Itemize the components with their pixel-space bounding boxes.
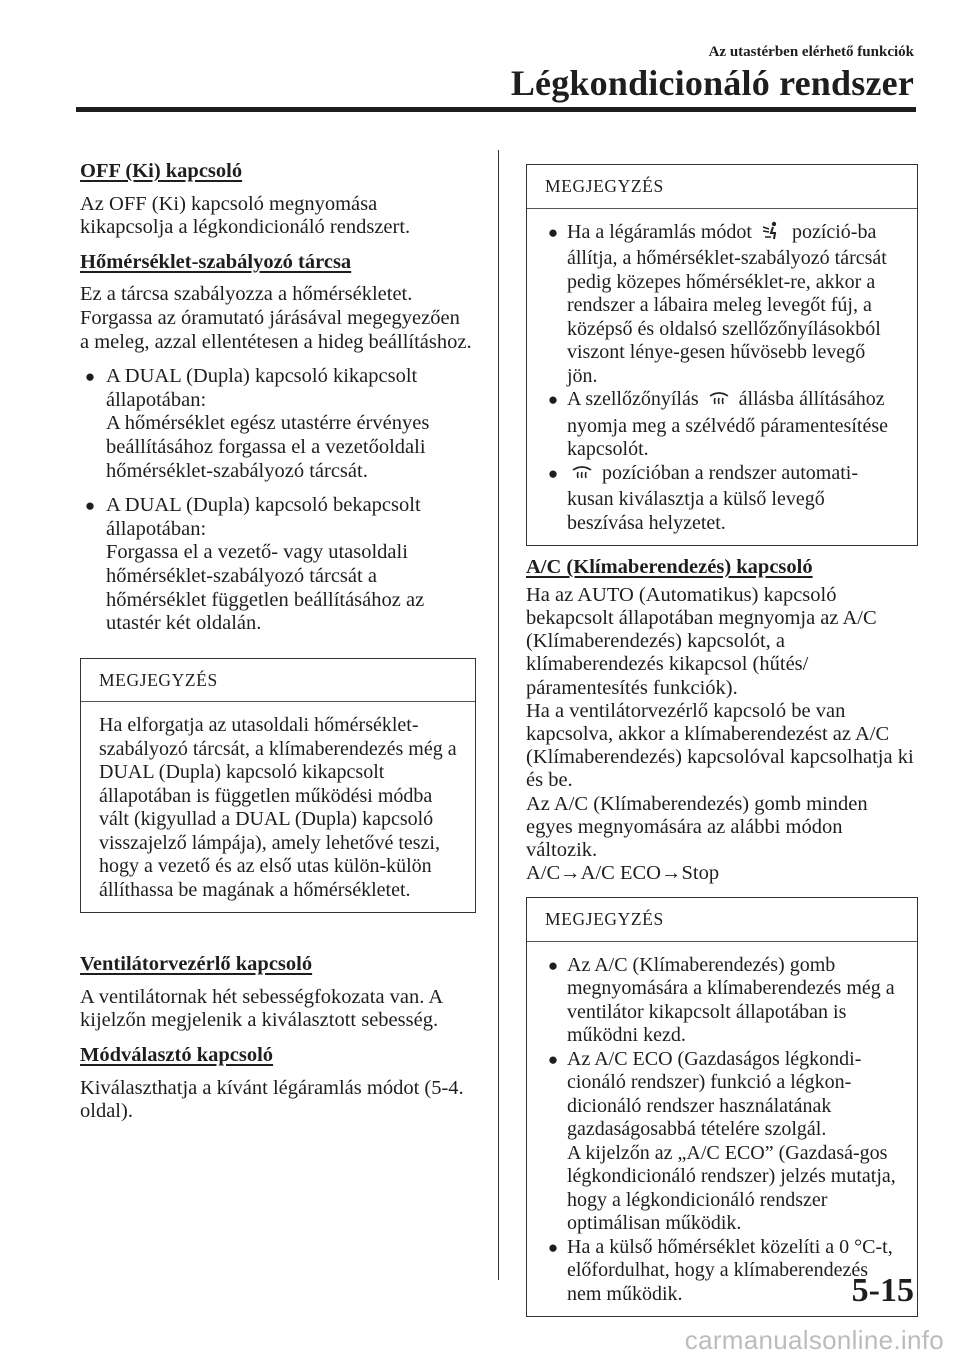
column-divider xyxy=(498,150,499,1280)
left-column xyxy=(80,160,472,1135)
fan-switch-text: A ventilátornak hét sebességfokozata van. A kijelzőn megjelenik a kiválasztott sebesség. xyxy=(80,985,443,1032)
bullet-icon: ● xyxy=(547,390,559,410)
off-switch-heading: OFF (Ki) kapcsoló xyxy=(80,160,243,182)
bilevel-airflow-icon xyxy=(761,221,783,248)
section-title: Az utastérben elérhető funkciók xyxy=(708,44,914,60)
ac-switch-text: Ha az AUTO (Automatikus) kapcsoló bekapcsolt állapotában megnyomja az A/C (Klímaberendezés) kapcsolót, a klímaberendezés kikapcsol (hűtés/ páramentesítés funkciók). Ha a ventilátorvezérlő kapcsoló be van kapcsolva, akkor a klímaberendezést az A/C (Klímaberendezés) kapcsolóval kapcsolhatja ki és be. Az A/C (Klímaberendezés) gomb minden egyes megnyomására az alábbi módon változik. A/C→A/C ECO→Stop xyxy=(526,583,914,885)
list-item: ● Az A/C ECO (Gazdaságos légkondi-cionáló rendszer) funkció a légkon-dicionáló rendszer használatának gazdaságosabbá tételére szolgál. A kijelzőn az „A/C ECO” (Gazdasá-gos légkondicionáló rendszer) jelzés mutatja, hogy a légkondicionáló rendszer optimálisan működik. xyxy=(545,1048,899,1236)
bullet-icon: ● xyxy=(547,1237,559,1257)
note-box xyxy=(526,897,918,1317)
off-switch-text: Az OFF (Ki) kapcsoló megnyomása kikapcsolja a légkondicionáló rendszert. xyxy=(80,192,411,239)
list-item: ● Az A/C (Klímaberendezés) gomb megnyomására a klímaberendezés még a ventilátor kikapcsolt állapotában is működni kezd. xyxy=(545,954,899,1048)
list-item xyxy=(80,365,472,483)
list-item: ● pozícióban a rendszer automati-kusan kiválasztja a külső levegő beszívása helyzetet. xyxy=(545,462,899,536)
list-item xyxy=(80,494,472,636)
note-title: MEGJEGYZÉS xyxy=(527,898,917,942)
mode-switch-heading: Módválasztó kapcsoló xyxy=(80,1044,274,1067)
right-column xyxy=(526,164,918,1317)
note-body xyxy=(527,209,917,546)
fan-switch-heading: Ventilátorvezérlő kapcsoló xyxy=(80,953,313,976)
temp-dial-bullets xyxy=(80,365,472,636)
note-title: MEGJEGYZÉS xyxy=(527,165,917,209)
list-item: ● A szellőzőnyílás állásba állításához nyomja meg a szélvédő páramentesítése kapcsolót. xyxy=(545,388,899,462)
temp-dial-text: Ez a tárcsa szabályozza a hőmérsékletet. Forgassa az óramutató járásával megegyezően a meleg, azzal ellentétesen a hideg beállításhoz. xyxy=(80,283,472,353)
bullet-icon: ● xyxy=(84,496,96,516)
bullet-icon: ● xyxy=(547,222,559,242)
list-item: ● Ha a külső hőmérséklet közelíti a 0 °C-t, előfordulhat, hogy a klímaberendezés nem működik. xyxy=(545,1236,899,1307)
note-text: Ha elforgatja az utasoldali hőmérséklet-szabályozó tárcsát, a klímaberendezés még a DUAL (Dupla) kapcsoló kikapcsolt állapotában is független működési módba vált (kigyullad a DUAL (Dupla) kapcsoló visszajelző lámpája), amely lehetővé teszi, hogy a vezető és az első utas külön-külön állíthassa be magának a hőmérsékletet. xyxy=(99,714,457,901)
ac-switch-heading: A/C (Klímaberendezés) kapcsoló xyxy=(526,556,813,579)
note-box xyxy=(526,164,918,546)
note-title: MEGJEGYZÉS xyxy=(81,659,475,703)
watermark: carmanualsonline.info xyxy=(684,1325,944,1355)
note-body xyxy=(527,942,917,1317)
bullet-text: A DUAL (Dupla) kapcsoló bekapcsolt állapotában: Forgassa el a vezető- vagy utasoldali hőmérséklet-szabályozó tárcsát a hőmérséklet független beállításához az utastér két oldalán. xyxy=(106,494,425,635)
bullet-icon: ● xyxy=(547,463,559,483)
note-box xyxy=(80,658,476,914)
temp-dial-heading: Hőmérséklet-szabályozó tárcsa xyxy=(80,250,352,273)
windshield-defrost-icon xyxy=(571,464,593,489)
windshield-defrost-icon xyxy=(708,390,730,415)
bullet-icon: ● xyxy=(547,1049,559,1069)
bullet-icon: ● xyxy=(84,367,96,387)
bullet-text: A DUAL (Dupla) kapcsoló kikapcsolt állapotában: A hőmérséklet egész utastérre érvényes beállításához forgassa el a vezetőoldali hőmérséklet-szabályozó tárcsát. xyxy=(106,365,430,482)
bullet-icon: ● xyxy=(547,955,559,975)
header-rule xyxy=(76,107,916,112)
mode-switch-text: Kiválaszthatja a kívánt légáramlás módot (5-4. oldal). xyxy=(80,1076,464,1123)
page-number: 5-15 xyxy=(851,1272,914,1309)
list-item: ● Ha a légáramlás módot pozíció-ba állítja, a hőmérséklet-szabályozó tárcsát pedig közepes hőmérséklet-re, akkor a rendszer a lábaira meleg levegőt fúj, a középső és oldalsó szellőzőnyílásokból viszont lénye-gesen hűvösebb levegő jön. xyxy=(545,221,899,389)
page-title: Légkondicionáló rendszer xyxy=(510,63,914,103)
